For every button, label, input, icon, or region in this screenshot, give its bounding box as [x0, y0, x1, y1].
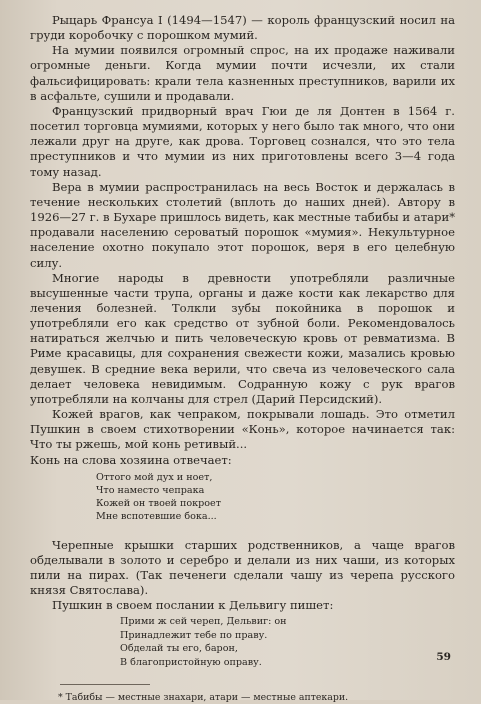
poem-horse — [96, 471, 455, 524]
paragraph-ancient-uses: Многие народы в древности употребляли различные высушенные части трупа, органы и даже кости как лекарство для лечения болезней. Толкли зубы покойника в порошок и употребляли его как средство от зубной боли. Рекомендовалось натираться желчью и пить человеческую кровь от ревматизма. В Риме красавицы, для сохранения свежести кожи, мазались кровью девушек. В средние века верили, что свеча из человеческого сала делает человека невидимым. Содранную кожу с рук врагов употребляли на колчаны для стрел (Дарий Персидский). — [30, 270, 455, 406]
paragraph-court-physician: Французский придворный врач Гюи де ля Донтен в 1564 г. посетил торговца мумиями, которых у него было так много, что они лежали друг на друге, как дрова. Торговец сознался, что это тела преступников и что мумии из них приготовлены всего 3—4 года тому назад. — [30, 103, 455, 179]
paragraph-belief-east: Вера в мумии распространилась на весь Восток и держалась в течение нескольких столетий (вплоть до наших дней). Автору в 1926—27 г. в Бухаре пришлось видеть, как местные табибы и атари* продавали населению сероватый порошок «мумия». Некультурное население охотно покупало этот порошок, веря в его целебную силу. — [30, 179, 455, 270]
poem-line: Прими ж сей череп, Дельвиг: он — [120, 616, 287, 628]
paragraph-skulls: Черепные крышки старших родственников, а чаще врагов обделывали в золото и серебро и делали из них чаши, из которых пили на пирах. (Так печенеги сделали чашу из черепа русского князя Святослава). — [30, 537, 455, 597]
footnote-divider — [60, 684, 150, 685]
paragraph-enemy-skin: Кожей врагов, как чепраком, покрывали лошадь. Это отметил Пушкин в своем стихотворении «Конь», которое начинается так: Что ты ржешь, мой конь ретивый... — [30, 407, 455, 452]
poem-line: Кожей он твоей покроет — [96, 498, 222, 510]
paragraph-francois: Рыцарь Франсуа I (1494—1547) — король французский носил на груди коробочку с порошком мумий. — [30, 13, 455, 43]
poem-delvig — [120, 615, 455, 669]
poem-line: Оттого мой дух и ноет, — [96, 471, 213, 483]
poem-line: Мне вспотевшие бока... — [96, 511, 217, 523]
horse-intro: Конь на слова хозяина отвечает: — [30, 452, 232, 467]
poem-line: Принадлежит тебе по праву. — [120, 629, 268, 641]
poem-line: Что наместо чепрака — [96, 484, 205, 496]
paragraph-pushkin-delvig: Пушкин в своем послании к Дельвигу пишет: — [52, 598, 334, 613]
paragraph-mummy-demand: На мумии появился огромный спрос, на их продаже наживали огромные деньги. Когда мумии почти исчезли, их стали фальсифицировать: крали тела казненных преступников, варили их в асфальте, сушили и продавали. — [30, 43, 455, 103]
footnote: * Табибы — местные знахари, атари — местные аптекари. — [58, 691, 349, 703]
poem-line: В благопристойную оправу. — [120, 656, 262, 668]
poem-line: Обделай ты его, барон, — [120, 643, 238, 655]
page-number: 59 — [436, 650, 451, 663]
